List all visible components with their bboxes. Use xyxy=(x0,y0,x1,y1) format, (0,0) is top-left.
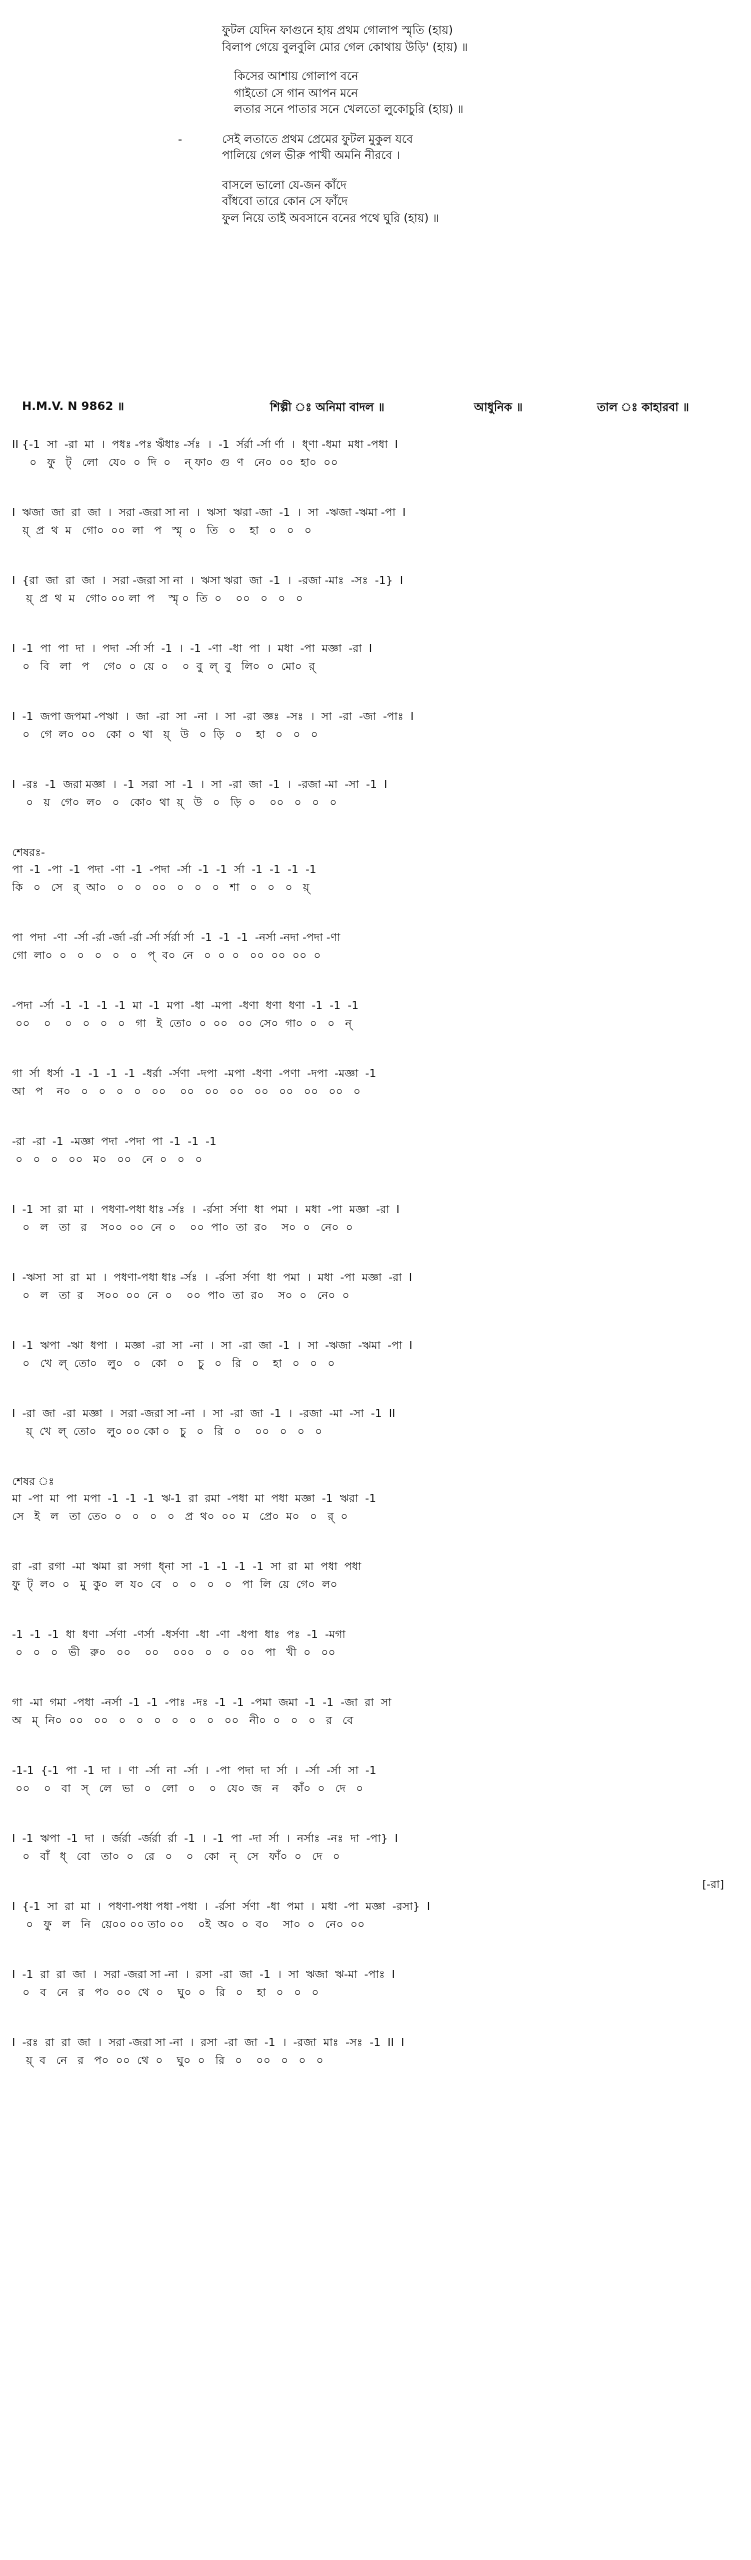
notation-block xyxy=(12,504,742,540)
lyric-line: - সেই লতাতে প্রথম প্রেমের ফুটল মুকুল যবে xyxy=(222,131,413,146)
swara-row: I -ঋসা সা রা মা । পধণা-পধা ধাঃ -র্সঃ । -র্রসা র্সণা ধা পমা । মধা -পা মজ্ঞা -রা I xyxy=(12,1271,413,1284)
swaralipi-notation xyxy=(12,436,742,2102)
notation-block xyxy=(12,572,742,608)
syllable-row: ফু ট্‌ ল০ ০ মু কু০ ল য০ বে ০ ০ ০ ০ পা লি য়ে গে০ ল০ xyxy=(12,1578,338,1591)
syllable-row: ০ ব নে র প০ ০০ থে ০ ঘু০ ০ রি ০ হা ০ ০ ০ xyxy=(12,1986,319,1999)
lyric-line: বাঁধবো তারে কোন সে ফাঁদে xyxy=(222,194,348,208)
syllable-row: য়্‌ প্র থ ম গো০ ০০ লা প স্মৃ ০ তি ০ ০০ ০ ০ ০ xyxy=(12,592,303,605)
swara-row: -1 -1 -1 ধা ধণা -র্সণা -ণর্সা -ধর্সণা -ধা -ণা -ধপা ধাঃ পঃ -1 -মগা xyxy=(12,1628,346,1641)
syllable-row: ০ ফু ল নি য়ে০০ ০০ তা০ ০০ ০ই অ০ ০ ব০ সা০ ০ নে০ ০০ xyxy=(12,1918,365,1931)
swara-row: গা র্সা ধর্সা -1 -1 -1 -1 -ধর্রা -র্সণা -দপা -মপা -ধণা -পণা -দপা -মজ্ঞা -1 xyxy=(12,1067,377,1080)
artist-name: শিল্পী ঃ অনিমা বাদল ॥ xyxy=(270,400,385,414)
lyric-line: ফুল নিয়ে তাই অবসানে বনের পথে ঘুরি (হায়) ॥ xyxy=(222,210,439,225)
swara-row: পা পদা -ণা -র্সা -র্রা -র্জা -র্রা -র্সা র্সর্রা র্সা -1 -1 -1 -নর্সা -নদা -পদা -ণা xyxy=(12,931,341,944)
swara-row: I {রা জা রা জা । সরা -জরা সা না । ঋসা ঋরা জা -1 । -রজা -মাঃ -সঃ -1} I xyxy=(12,574,404,587)
swara-row: I ঋজা জা রা জা । সরা -জরা সা না । ঋসা ঋরা -জা -1 । সা -ঋজা -ঋমা -পা I xyxy=(12,506,406,519)
notation-block xyxy=(12,1694,742,1730)
swara-row: I -1 জপা জপমা -পঋা । জা -রা সা -না । সা -রা জ্ঞঃ -সঃ । সা -রা -জা -পাঃ I xyxy=(12,710,414,723)
notation-block xyxy=(12,1830,742,1866)
syllable-row: ০ ০ ০ ০০ ম০ ০০ নে ০ ০ ০ xyxy=(12,1153,203,1166)
swara-row: I -রঃ রা রা জা । সরা -জরা সা -না । রসা -রা জা -1 । -রজা মাঃ -সঃ -1 II I xyxy=(12,2036,405,2049)
record-number: H.M.V. N 9862 ॥ xyxy=(22,399,125,413)
notation-block xyxy=(12,1201,742,1237)
taal-label: তাল ঃ কাহারবা ॥ xyxy=(597,400,689,414)
repeat-marker: [-রা] xyxy=(702,1878,724,1891)
lyric-stanza xyxy=(222,68,642,118)
notation-block xyxy=(12,776,742,812)
notation-block xyxy=(12,1966,742,2002)
notation-block xyxy=(12,1878,742,1934)
swara-row: I -1 রা রা জা । সরা -জরা সা -না । রসা -রা জা -1 । সা ঋজা ঋ-মা -পাঃ I xyxy=(12,1968,396,1981)
notation-block xyxy=(12,1626,742,1662)
lyric-line: কিসের আশায় গোলাপ বনে xyxy=(234,69,359,83)
lyric-stanza xyxy=(222,131,642,164)
syllable-row: ০ ০ ০ ভী রু০ ০০ ০০ ০০০ ০ ০ ০০ পা খী ০ ০০ xyxy=(12,1646,336,1659)
syllable-row: গো লা০ ০ ০ ০ ০ ০ প্‌ ব০ নে ০ ০ ০ ০০ ০০ ০০ ০ xyxy=(12,949,321,962)
notation-block xyxy=(12,1405,742,1441)
swara-row: I -1 পা পা দা । পদা -র্সা র্সা -1 । -1 -ণা -ধা পা । মধা -পা মজ্ঞা -রা I xyxy=(12,642,373,655)
notation-block xyxy=(12,1337,742,1373)
swara-row: I -রা জা -রা মজ্ঞা । সরা -জরা সা -না । সা -রা জা -1 । -রজা -মা -সা -1 II xyxy=(12,1407,396,1420)
syllable-row: ০ বি লা প গে০ ০ য়ে ০ ০ বু ল্‌ বু লি০ ০ মো০ র্‌ xyxy=(22,660,315,673)
syllable-row: কি ০ সে র্‌ আ০ ০ ০ ০০ ০ ০ ০ শা ০ ০ ০ য়্‌ xyxy=(12,881,310,894)
syllable-row: য়্‌ ব নে র প০ ০০ থে ০ ঘু০ ০ রি ০ ০০ ০ ০ ০ xyxy=(12,2054,324,2067)
lyric-stanza xyxy=(222,22,642,55)
notation-block xyxy=(12,1269,742,1305)
syllable-row: ০০ ০ বা স্‌ লে ভা ০ লো ০ ০ যে০ জ ন কাঁ০ ০ দে ০ xyxy=(12,1782,364,1795)
notation-block xyxy=(12,1558,742,1594)
notation-block xyxy=(12,708,742,744)
syllable-row: ০ য় গে০ ল০ ০ কো০ থা য়্‌ উ ০ ড়ি ০ ০০ ০ ০ ০ xyxy=(12,796,337,809)
notation-block xyxy=(12,1065,742,1101)
syllable-row: ০ ল তা র স০০ ০০ নে ০ ০০ পা০ তা র০ স০ ০ নে০ ০ xyxy=(12,1221,353,1234)
swara-row: I -রঃ -1 জরা মজ্ঞা । -1 সরা সা -1 । সা -রা জা -1 । -রজা -মা -সা -1 I xyxy=(12,778,388,791)
notation-block xyxy=(12,436,742,472)
lyric-line: পালিয়ে গেল ভীরু পাখী অমনি নীরবে । xyxy=(222,148,400,162)
lyric-line: লতার সনে পাতার সনে খেলতো লুকোচুরি (হায়) ॥ xyxy=(234,102,464,116)
swara-row: -1-1 {-1 পা -1 দা । ণা -র্সা না -র্সা । -পা পদা দা র্সা । -র্সা -র্সা সা -1 xyxy=(12,1764,377,1777)
syllable-row: ০ গে ল০ ০০ কো ০ থা য়্‌ উ ০ ড়ি ০ হা ০ ০ ০ xyxy=(12,728,318,741)
swara-row: -রা -রা -1 -মজ্ঞা পদা -পদা পা -1 -1 -1 xyxy=(12,1135,217,1148)
syllable-row: সে ই ল তা তে০ ০ ০ ০ ০ প্র থ০ ০০ ম প্রে০ ম০ ০ র্‌ ০ xyxy=(12,1510,348,1523)
lyric-line: বিলাপ গেয়ে বুলবুলি মোর গেল কোথায় উড়ি' (হায়) ॥ xyxy=(222,39,468,54)
swara-row: II {-1 সা -রা মা । পধঃ -পঃ ঋঁধাঃ -র্সঃ । -1 র্সর্রা -র্সা র্ণা । ধ্‌ণা -ধমা মধা -পধা I xyxy=(12,438,399,451)
notation-block xyxy=(12,1473,742,1526)
swara-row: I -1 সা রা মা । পধণা-পধা ধাঃ -র্সঃ । -র্রসা র্সণা ধা পমা । মধা -পা মজ্ঞা -রা I xyxy=(12,1203,400,1216)
syllable-row: ০০ ০ ০ ০ ০ ০ গা ই তো০ ০ ০০ ০০ সে০ গা০ ০ ০ ন্‌ xyxy=(15,1017,352,1030)
swara-row: গা -মা গমা -পধা -নর্সা -1 -1 -পাঃ -দঃ -1 -1 -পমা জমা -1 -1 -জা রা সা xyxy=(12,1696,392,1709)
syllable-row: ০ ফু ট্‌ লো যে০ ০ দি ০ ন্‌ ফা০ গু ণ নে০ ০০ হা০ ০০ xyxy=(12,456,338,469)
notation-block xyxy=(12,640,742,676)
lyric-line: বাসলে ভালো যে-জন কাঁদে xyxy=(222,177,347,192)
notation-block xyxy=(12,844,742,897)
swara-row: -পদা -র্সা -1 -1 -1 -1 মা -1 মপা -ধা -মপা -ধণা ধণা ধণা -1 -1 -1 xyxy=(12,999,359,1012)
syllable-row: য়্‌ খে ল্‌ তো০ লু০ ০০ কো ০ চু ০ রি ০ ০০ ০ ০ ০ xyxy=(12,1425,323,1438)
swara-row: মা -পা মা পা মপা -1 -1 -1 ঋ-1 রা রমা -পধা মা পধা মজ্ঞা -1 ঋরা -1 xyxy=(12,1492,377,1505)
syllable-row: য়্‌ প্র থ ম গো০ ০০ লা প স্মৃ ০ তি ০ হা ০ ০ ০ xyxy=(12,524,312,537)
lyric-line: ফুটল যেদিন ফাগুনে হায় প্রথম গোলাপ স্মৃতি (হায়) xyxy=(222,23,454,37)
notation-block xyxy=(12,1133,742,1169)
swara-row: রা -রা রগা -মা ঋমা রা সগা ধ্‌না সা -1 -1 -1 -1 সা রা মা পধা পধা xyxy=(12,1560,362,1573)
notation-block xyxy=(12,929,742,965)
genre-label: আধুনিক ॥ xyxy=(474,400,523,414)
swara-row: I -1 ঋপা -ঋা ধপা । মজ্ঞা -রা সা -না । সা -রা জা -1 । সা -ঋজা -ঋমা -পা I xyxy=(12,1339,413,1352)
swara-row: I {-1 সা রা মা । পধণা-পধা পধা -পধা । -র্রসা র্সণা -ধা পমা । মধা -পা মজ্ঞা -রসা} I xyxy=(12,1900,431,1913)
notation-block xyxy=(12,2034,742,2070)
notation-block xyxy=(12,997,742,1033)
syllable-row: ০ ল তা র স০০ ০০ নে ০ ০০ পা০ তা র০ স০ ০ নে০ ০ xyxy=(12,1289,350,1302)
syllable-row: অ ম্‌ নি০ ০০ ০০ ০ ০ ০ ০ ০ ০ ০০ নী০ ০ ০ ০ র বে xyxy=(12,1714,354,1727)
syllable-row: আ প ন০ ০ ০ ০ ০ ০০ ০০ ০০ ০০ ০০ ০০ ০০ ০০ ০ xyxy=(12,1085,361,1098)
section-label: শেষর ঃ xyxy=(12,1475,55,1488)
song-lyrics xyxy=(222,22,642,239)
swara-row: পা -1 -পা -1 পদা -ণা -1 -পদা -র্সা -1 -1 র্সা -1 -1 -1 -1 xyxy=(12,863,317,876)
section-label: শেষরঃ- xyxy=(12,846,45,859)
swara-row: I -1 ঋপা -1 দা । র্জর্রা -র্জর্রা র্রা -1 । -1 পা -দা র্সা । নর্সাঃ -নঃ দা -পা} I xyxy=(12,1832,399,1845)
notation-block xyxy=(12,1762,742,1798)
lyric-line: গাইতো সে গান আপন মনে xyxy=(234,85,359,100)
lyric-stanza xyxy=(222,177,642,227)
syllable-row: ০ বাঁ ধ্‌ বো তা০ ০ রে ০ ০ কো ন্‌ সে ফাঁ০ ০ দে ০ xyxy=(12,1850,340,1863)
syllable-row: ০ খে ল্‌ তো০ লু০ ০ কো ০ চু ০ রি ০ হা ০ ০ ০ xyxy=(12,1357,335,1370)
